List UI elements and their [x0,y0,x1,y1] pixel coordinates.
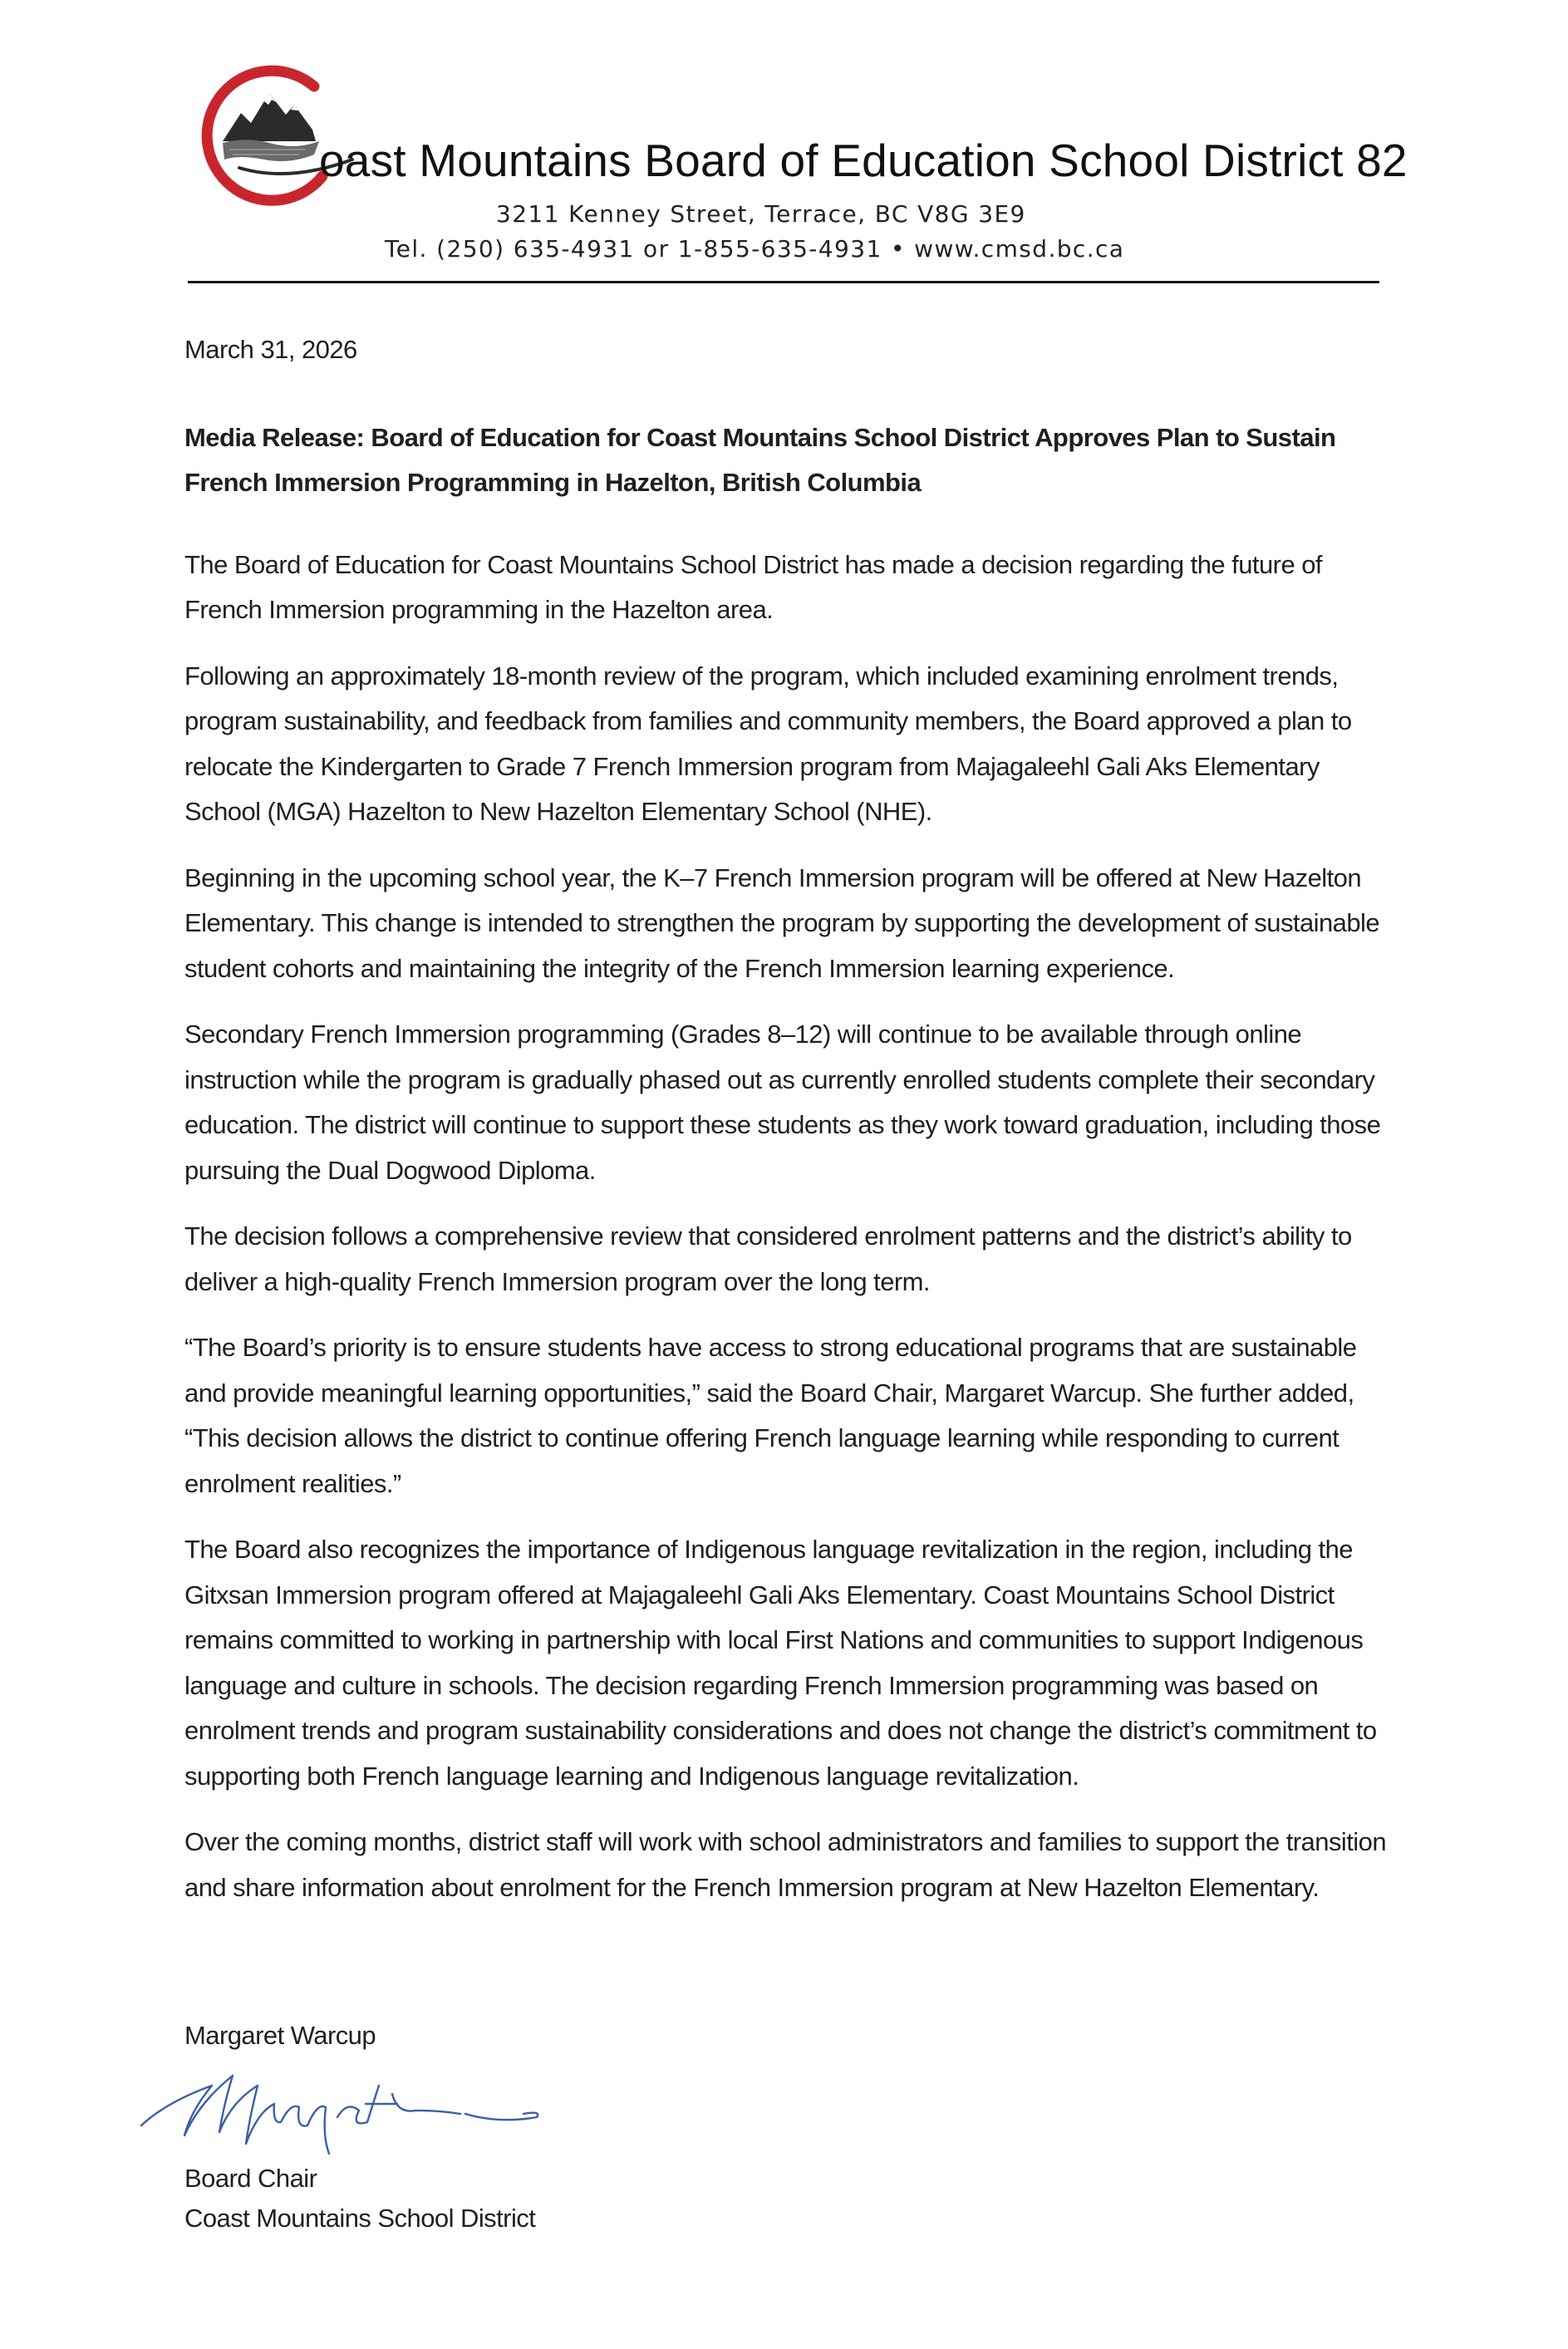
signature-icon [133,2052,565,2160]
logo-water [223,140,319,161]
organization-name: oast Mountains Board of Education School District 82 [319,135,1408,186]
body-paragraph: Following an approximately 18-month review of the program, which included examining enrolment trends, program sustainability, and feedback from families and community members, the Board approved a plan to relocate the Kindergarten to Grade 7 French Immersion program from Majagaleehl Gali Aks Elementary School (MGA) Hazelton to New Hazelton Elementary School (NHE). [184,661,1352,826]
body-paragraph: “The Board’s priority is to ensure students have access to strong educational programs that are sustainable and provide meaningful learning opportunities,” said the Board Chair, Margaret Warcup. She further added, “This decision allows the district to continue offering French language learning while responding to current enrolment realities.” [184,1333,1357,1498]
header-divider [188,281,1379,283]
body-paragraph: The Board also recognizes the importance of Indigenous language revitalization in the region, including the Gitxsan Immersion program offered at Majagaleehl Gali Aks Elementary. Coast Mountains School District remains committed to working in partnership with local First Nations and communities to support Indigenous language and culture in schools. The decision regarding French Immersion programming was based on enrolment trends and program sustainability considerations and does not change the district’s commitment to supporting both French language learning and Indigenous language revitalization. [184,1535,1377,1791]
signatory-name: Margaret Warcup [184,2021,376,2050]
organization-address: 3211 Kenney Street, Terrace, BC V8G 3E9 [496,200,1026,228]
body-paragraph: The decision follows a comprehensive review that considered enrolment patterns and the district’s ability to deliver a high-quality French Immersion program over the long term. [184,1221,1352,1296]
release-date: March 31, 2026 [184,335,357,364]
body-paragraph: Over the coming months, district staff will work with school administrators and families to support the transition and share information about enrolment for the French Immersion program at New Hazelton Elementary. [184,1827,1387,1902]
signatory-title: Board Chair [184,2164,317,2193]
body-paragraph: Beginning in the upcoming school year, the K–7 French Immersion program will be offered at New Hazelton Elementary. This change is intended to strengthen the program by supporting the development of sustainable student cohorts and maintaining the integrity of the French Immersion learning experience. [184,862,1380,983]
signatory-organization: Coast Mountains School District [184,2204,536,2233]
letter-body [184,327,1389,1931]
letterhead [0,0,1568,299]
release-headline: Media Release: Board of Education for Coast Mountains School District Approves Plan to Sustain French Immersion Programming in Hazelton, British Columbia [184,422,1336,497]
body-paragraph: Secondary French Immersion programming (Grades 8–12) will continue to be available through online instruction while the program is gradually phased out as currently enrolled students complete their secondary education. The district will continue to support these students as they work toward graduation, including those pursuing the Dual Dogwood Diploma. [184,1020,1381,1185]
organization-contact: Tel. (250) 635-4931 or 1-855-635-4931 • www.cmsd.bc.ca [385,235,1125,263]
signatory-title-block [184,2159,535,2238]
body-paragraph: The Board of Education for Coast Mountains School District has made a decision regarding the future of French Immersion programming in the Hazelton area. [184,549,1322,624]
